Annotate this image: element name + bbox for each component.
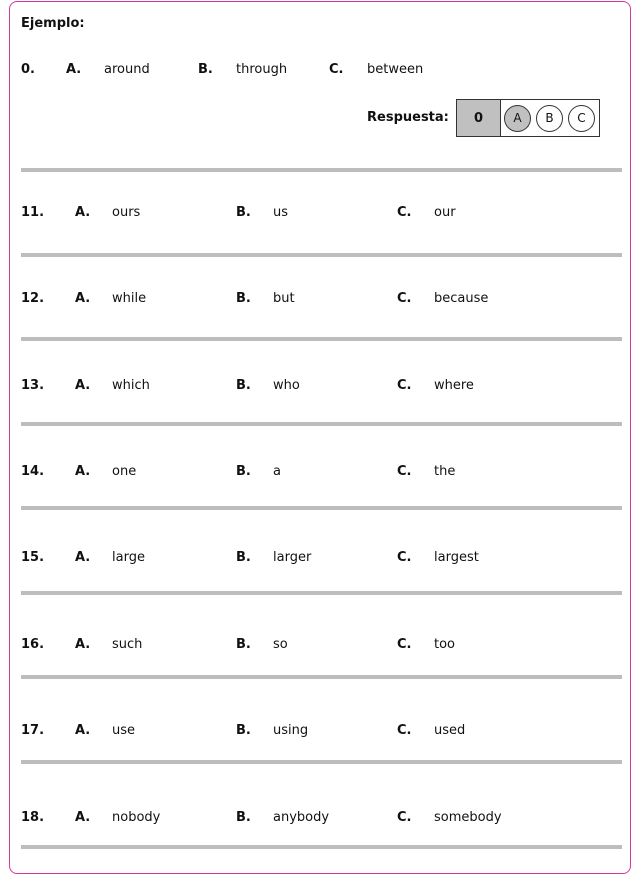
option-a-text: while	[112, 291, 147, 306]
option-a-letter: A.	[75, 550, 91, 565]
answer-bubble-c[interactable]: C	[568, 105, 595, 132]
option-c-letter: C.	[397, 291, 412, 306]
option-a-letter: A.	[75, 637, 91, 652]
question-number: 15.	[21, 550, 45, 565]
separator	[21, 253, 622, 257]
example-option-c-letter: C.	[329, 62, 344, 77]
example-title: Ejemplo:	[21, 16, 85, 31]
answer-label: Respuesta:	[367, 110, 449, 125]
option-b-text: using	[273, 723, 309, 738]
answer-bubble-b[interactable]: B	[536, 105, 563, 132]
option-a-text: such	[112, 637, 143, 652]
option-b-text: a	[273, 464, 281, 479]
question-number: 18.	[21, 810, 45, 825]
answer-number-cell: 0	[457, 100, 501, 136]
option-c-letter: C.	[397, 205, 412, 220]
question-row	[0, 378, 642, 398]
option-c-letter: C.	[397, 637, 412, 652]
question-row	[0, 637, 642, 657]
answer-sheet-box	[456, 99, 600, 137]
separator	[21, 168, 622, 172]
option-c-text: our	[434, 205, 456, 220]
option-b-letter: B.	[236, 205, 251, 220]
option-c-text: somebody	[434, 810, 502, 825]
option-c-text: largest	[434, 550, 479, 565]
option-b-letter: B.	[236, 291, 251, 306]
answer-bubble-a[interactable]: A	[504, 105, 531, 132]
separator	[21, 591, 622, 595]
option-a-letter: A.	[75, 378, 91, 393]
option-a-letter: A.	[75, 464, 91, 479]
option-c-letter: C.	[397, 550, 412, 565]
example-option-a-text: around	[104, 62, 150, 77]
option-b-text: but	[273, 291, 295, 306]
example-number: 0.	[21, 62, 35, 77]
example-option-b-text: through	[236, 62, 288, 77]
question-number: 14.	[21, 464, 45, 479]
separator	[21, 506, 622, 510]
option-b-letter: B.	[236, 810, 251, 825]
option-a-text: which	[112, 378, 150, 393]
question-row	[0, 291, 642, 311]
separator	[21, 337, 622, 341]
option-a-text: one	[112, 464, 137, 479]
option-a-letter: A.	[75, 810, 91, 825]
question-number: 16.	[21, 637, 45, 652]
option-b-letter: B.	[236, 637, 251, 652]
option-c-letter: C.	[397, 378, 412, 393]
question-row	[0, 550, 642, 570]
option-c-text: used	[434, 723, 466, 738]
option-b-text: us	[273, 205, 289, 220]
option-a-text: nobody	[112, 810, 161, 825]
option-a-text: use	[112, 723, 136, 738]
example-option-a-letter: A.	[66, 62, 82, 77]
option-b-letter: B.	[236, 550, 251, 565]
example-option-c-text: between	[367, 62, 424, 77]
answer-bubbles	[501, 100, 595, 136]
separator	[21, 845, 622, 849]
question-row	[0, 464, 642, 484]
option-c-letter: C.	[397, 810, 412, 825]
option-b-letter: B.	[236, 464, 251, 479]
option-a-text: large	[112, 550, 145, 565]
separator	[21, 760, 622, 764]
option-a-text: ours	[112, 205, 141, 220]
option-b-text: so	[273, 637, 288, 652]
question-number: 13.	[21, 378, 45, 393]
separator	[21, 675, 622, 679]
option-a-letter: A.	[75, 723, 91, 738]
option-c-text: because	[434, 291, 489, 306]
option-b-letter: B.	[236, 378, 251, 393]
option-a-letter: A.	[75, 291, 91, 306]
option-c-text: where	[434, 378, 474, 393]
option-b-text: who	[273, 378, 300, 393]
question-row	[0, 723, 642, 743]
option-c-text: the	[434, 464, 456, 479]
option-b-text: larger	[273, 550, 312, 565]
example-option-b-letter: B.	[198, 62, 213, 77]
option-c-text: too	[434, 637, 456, 652]
option-b-letter: B.	[236, 723, 251, 738]
option-b-text: anybody	[273, 810, 330, 825]
option-c-letter: C.	[397, 723, 412, 738]
question-number: 17.	[21, 723, 45, 738]
option-c-letter: C.	[397, 464, 412, 479]
option-a-letter: A.	[75, 205, 91, 220]
question-row	[0, 205, 642, 225]
question-number: 11.	[21, 205, 45, 220]
separator	[21, 422, 622, 426]
question-number: 12.	[21, 291, 45, 306]
question-row	[0, 810, 642, 830]
